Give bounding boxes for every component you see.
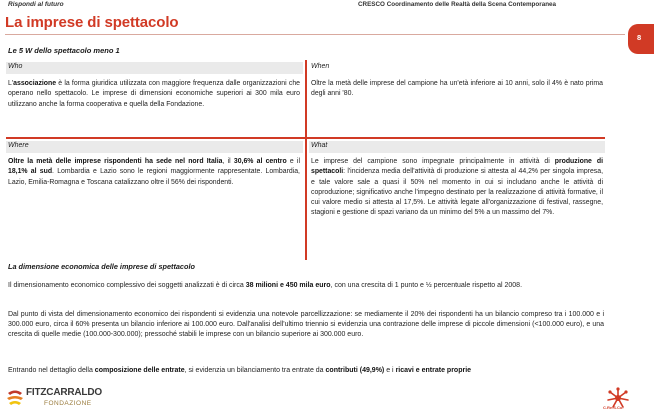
what-text: Le imprese del campione sono impegnate principalmente in attività di produzione di spettacoli: l'incidenza media dell'attività di produzione si attesta al 44,2% per singola impresa, e tale valore sale a quasi il 50% nel momento in cui si includano anche le attività di coproduzione; significativo anche l'impegno destinato per la realizzazione di attività formative, il cui valore medio si attesta al 17,5%. Le attività legate all'organizzazione di festival, rassegne, stagioni e gestione di spazi variano da un minimo del 5% a un massimo del 7%. [311,158,603,217]
grid-vertical-divider [305,60,307,260]
paragraph-revenue-composition: Entrando nel dettaglio della composizione delle entrate, si evidenzia un bilanciamento tra entrate da contributi (49,9%) e i ricavi e entrate proprie [8,367,472,374]
fitzcarraldo-logo [6,387,116,411]
paragraph-total-size: Il dimensionamento economico complessivo dei soggetti analizzati è di circa 38 milioni e 450 mila euro, con una crescita di 1 punto e ½ percentuale rispetto al 2008. [8,282,523,289]
cresco-label: C.Re.S.Co. [603,405,624,410]
page-number-tab [628,24,654,54]
fitzcarraldo-name: FITZCARRALDO [26,387,102,398]
paragraph-fragmentation: Dal punto di vista del dimensionamento economico dei rispondenti si evidenzia una notevole parcellizzazione: se mediamente il 20% dei rispondenti ha un bilancio compreso tra i 100.000 e i 300.000 euro, circa il 60% presenta un bilancio inferiore ai 100.000 euro. Dall'analisi dell'ultimo triennio si evidenzia una contrazione delle imprese di piccole dimensioni (<100.000 euro), e una crescita di quelle medie (100.000-300.000); pressoché stabili le imprese con un bilancio superiore ai 300.000 euro. [8,311,604,338]
page-number: 8 [637,33,642,42]
economic-section-title: La dimensione economica delle imprese di spettacolo [8,262,195,271]
page-title: La imprese di spettacolo [5,14,179,31]
grid-horizontal-divider [6,137,605,139]
where-text: Oltre la metà delle imprese rispondenti ha sede nel nord Italia, il 30,6% al centro e il 18,1% al sud. Lombardia e Lazio sono le regioni maggiormente rappresentate. Lombardia, Lazio, Emilia-Romagna e Toscana catalizzano oltre il 56% dei rispondenti. [8,158,300,186]
who-heading-band [6,62,303,74]
when-text: Oltre la metà delle imprese del campione ha un'età inferiore ai 10 anni, solo il 4% è nato prima degli anni '80. [311,80,603,98]
fitzcarraldo-mark-icon [6,389,24,409]
who-heading: Who [8,63,23,70]
header-organization: CRESCO Coordinamento delle Realtà della Scena Contemporanea [358,1,557,8]
who-text: L'associazione è la forma giuridica utilizzata con maggiore frequenza dalle organizzazioni che operano nello spettacolo. Le imprese di dimensioni economiche superiori ai 300 mila euro utilizzano anche la forma cooperativa e quella della Fondazione. [8,80,300,108]
when-heading: When [311,63,330,70]
when-heading-band [309,62,605,74]
header-tagline: Rispondi al futuro [8,1,64,8]
section-subtitle: Le 5 W dello spettacolo meno 1 [8,46,120,55]
title-divider [5,34,625,35]
fitzcarraldo-subtitle: FONDAZIONE [44,400,92,407]
what-heading-band [309,141,605,153]
where-heading: Where [8,142,29,149]
what-heading: What [311,142,328,149]
where-heading-band [6,141,303,153]
